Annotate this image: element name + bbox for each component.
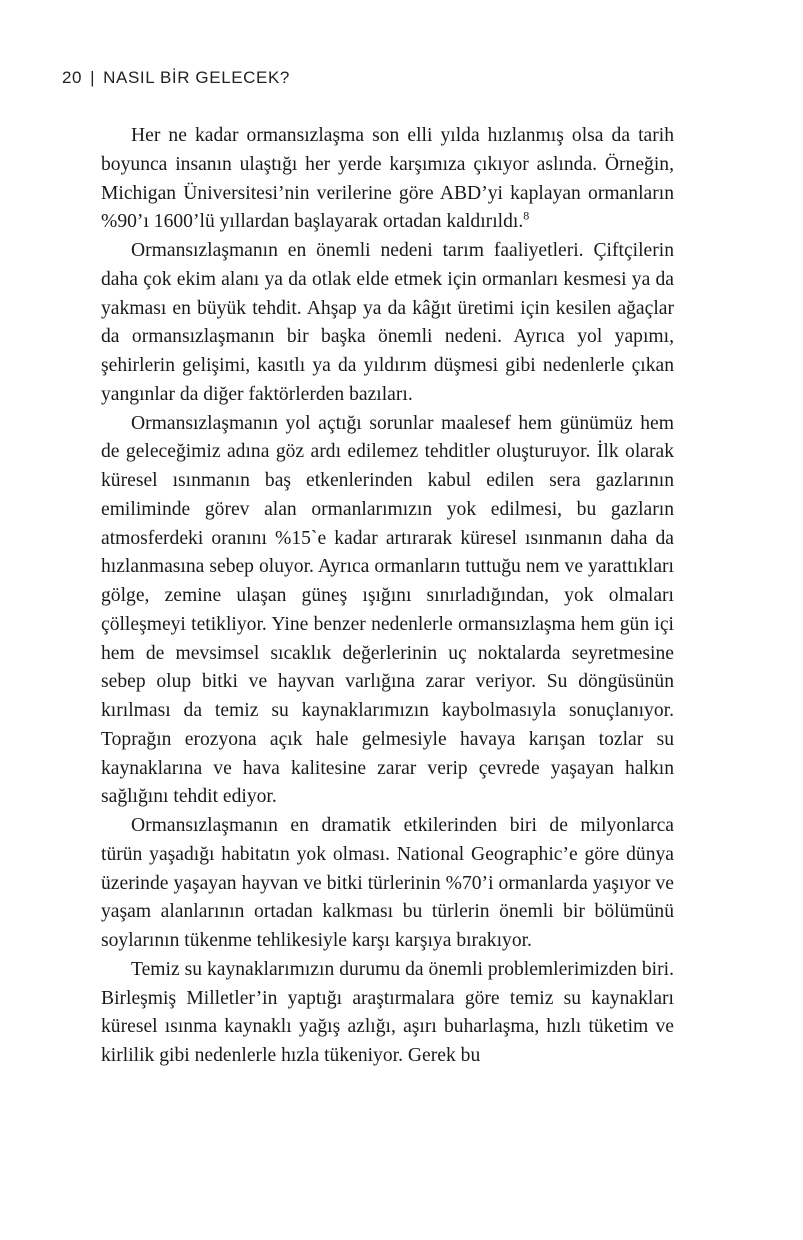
paragraph xyxy=(101,956,674,1071)
body-text xyxy=(101,122,674,1071)
paragraph-text: Ormansızlaşmanın en önemli nedeni tarım faaliyetleri. Çiftçilerin daha çok ekim alanı ya da otlak elde etmek için ormanları kesmesi ya da yakması en büyük tehdit. Ahşap ya da kâğıt üretimi için kesilen ağaçlar da ormansızlaşmanın bir başka önemli nedeni. Ayrıca yol yapımı, şehirlerin gelişimi, kasıtlı ya da yıldırım düşmesi gibi nedenlerle çıkan yangınlar da diğer faktörlerden bazıları. xyxy=(101,240,674,405)
footnote-reference: 8 xyxy=(523,208,530,223)
paragraph-text: Ormansızlaşmanın yol açtığı sorunlar maalesef hem günümüz hem de geleceğimiz adına göz ardı edilemez tehditler oluşturuyor. İlk olarak küresel ısınmanın baş etkenlerinden kabul edilen sera gazlarının emiliminde görev alan ormanlarımızın yok edilmesi, bu gazların atmosferdeki oranını %15`e kadar artırarak küresel ısınmanın daha da hızlanmasına sebep oluyor. Ayrıca ormanların tuttuğu nem ve yarattıkları gölge, zemine ulaşan güneş ışığını sınırladığından, yok olmaları çölleşmeyi tetikliyor. Yine benzer nedenlerle ormansızlaşma hem gün içi hem de mevsimsel sıcaklık değerlerinin uç noktalarda seyretmesine sebep olup bitki ve hayvan varlığına zarar veriyor. Su döngüsünün kırılması da temiz su kaynaklarımızın kaybolmasıyla sonuçlanıyor. Toprağın erozyona açık hale gelmesiyle havaya karışan tozlar su kaynaklarına ve hava kalitesine zarar verip çevrede yaşayan halkın sağlığını tehdit ediyor. xyxy=(101,412,674,808)
paragraph xyxy=(101,410,674,813)
paragraph-text: Ormansızlaşmanın en dramatik etkilerinden biri de milyonlarca türün yaşadığı habitatın yok olması. National Geographic’e göre dünya üzerinde yaşayan hayvan ve bitki türlerinin %70’i ormanlarda yaşıyor ve yaşam alanlarının ortadan kalkması bu türlerin önemli bir bölümünü soylarının tükenme tehlikesiyle karşı karşıya bırakıyor. xyxy=(101,815,674,951)
running-header xyxy=(62,68,290,88)
page-number: 20 xyxy=(62,68,83,87)
paragraph xyxy=(101,812,674,956)
paragraph-text: Temiz su kaynaklarımızın durumu da önemli problemlerimizden biri. Birleşmiş Milletler’in yaptığı araştırmalara göre temiz su kaynakları küresel ısınma kaynaklı yağış azlığı, aşırı buharlaşma, hızlı tüketim ve kirlilik gibi nedenlerle hızla tükeniyor. Gerek bu xyxy=(101,958,674,1066)
paragraph xyxy=(101,237,674,410)
header-separator: | xyxy=(90,68,96,87)
paragraph xyxy=(101,122,674,237)
book-title: NASIL BİR GELECEK? xyxy=(103,68,290,87)
paragraph-text: Her ne kadar ormansızlaşma son elli yılda hızlanmış olsa da tarih boyunca insanın ulaştığı her yerde karşımıza çıkıyor aslında. Örneğin, Michigan Üniversitesi’nin verilerine göre ABD’yi kaplayan ormanların %90’ı 1600’lü yıllardan başlayarak ortadan kaldırıldı. xyxy=(101,125,674,233)
